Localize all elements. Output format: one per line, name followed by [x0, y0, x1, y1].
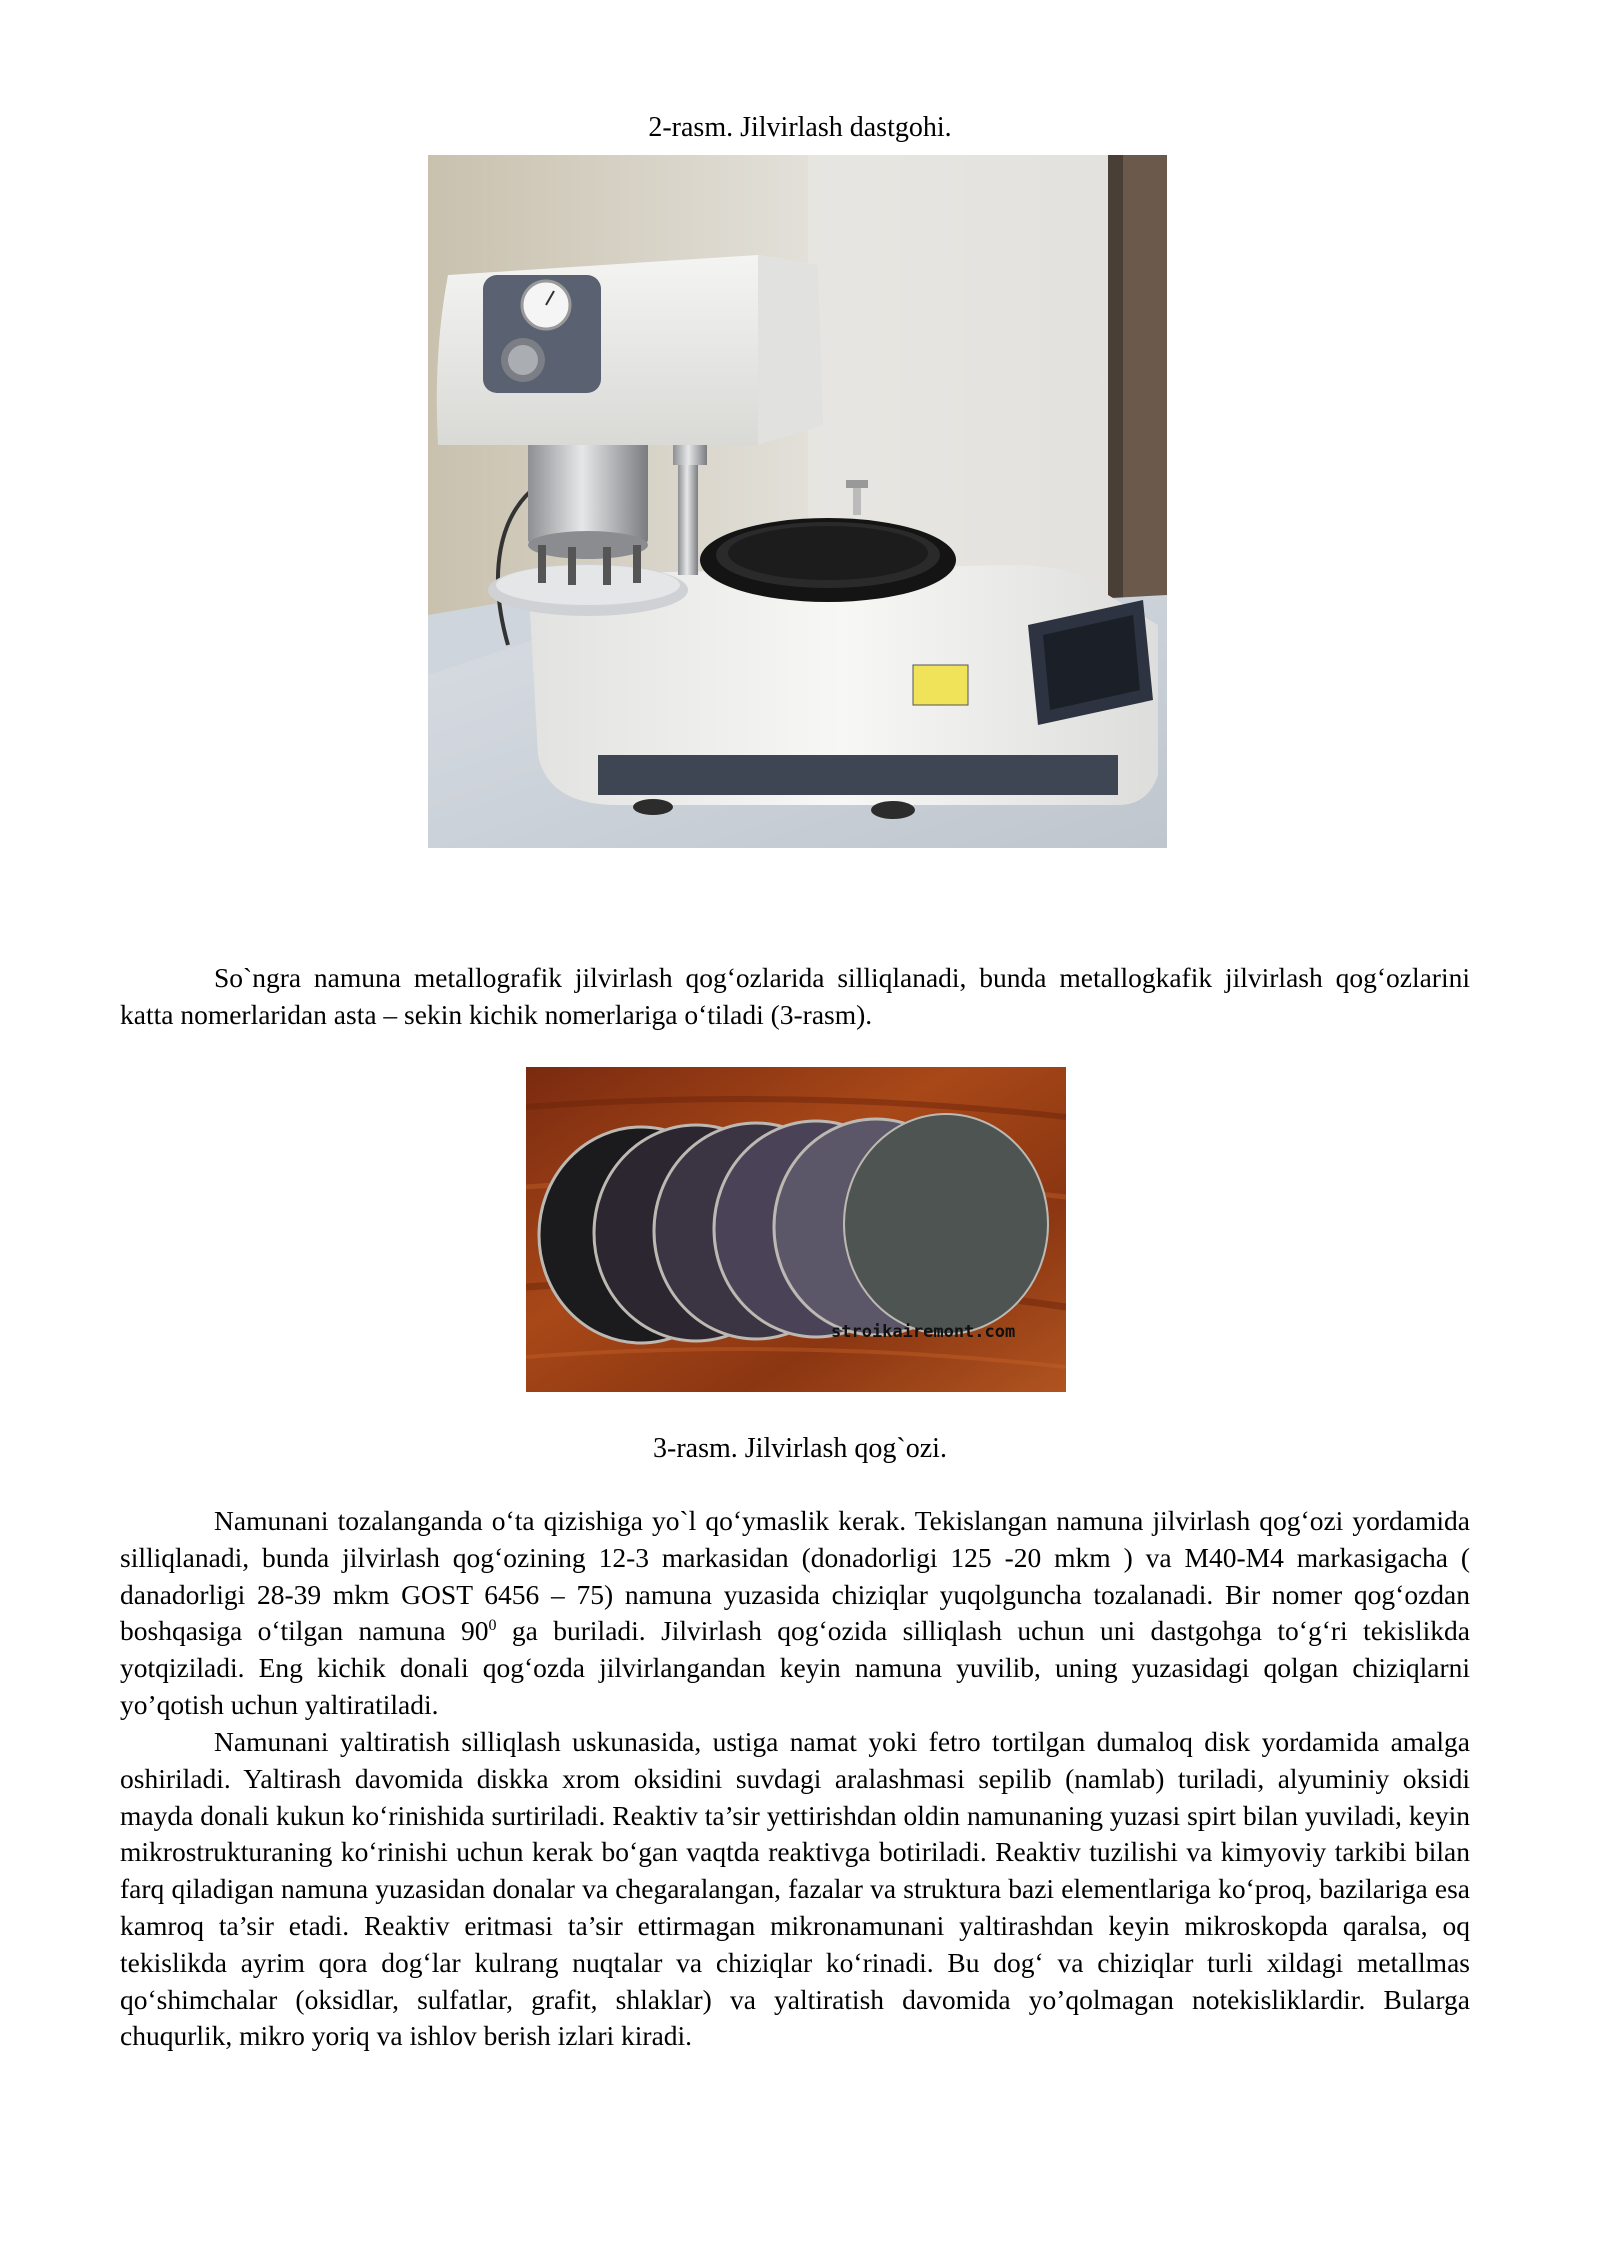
paragraph-2-text-a: Namunani tozalanganda o‘ta qizishiga yo`l qo‘ymaslik kerak. Tekislangan namuna jilvirlash qog‘ozi yordamida silliqlanadi, bunda jilvirlash qog‘ozining 12-3 markasidan (donadorligi 125 -20 mkm ) va M40-M4 markasigacha ( danadorligi 28-39 mkm GOST 6456 – 75) namuna yuzasida chiziqlar yuqolguncha tozalanadi. Bir nomer qog‘ozdan boshqasiga o‘tilgan namuna 90: [120, 1505, 1470, 1647]
degree-superscript: 0: [488, 1617, 497, 1635]
sanding-paper-photo: [526, 1067, 1066, 1392]
watermark-text: stroikairemont.com: [831, 1322, 1016, 1342]
polishing-machine-illustration: [428, 155, 1167, 848]
figure-2-caption: 2-rasm. Jilvirlash dastgohi.: [648, 112, 952, 143]
polishing-machine-photo: [428, 155, 1167, 848]
figure-3-caption: 3-rasm. Jilvirlash qog`ozi.: [653, 1433, 947, 1464]
paragraph-1: So`ngra namuna metallografik jilvirlash qog‘ozlarida silliqlanadi, bunda metallogkafik jilvirlash qog‘ozlarini katta nomerlaridan asta – sekin kichik nomerlariga o‘tiladi (3-rasm).: [120, 962, 1470, 1030]
paragraph-3: Namunani yaltiratish silliqlash uskunasida, ustiga namat yoki fetro tortilgan dumaloq disk yordamida amalga oshiriladi. Yaltirash davomida diskka xrom oksidini suvdagi aralashmasi sepilib (namlab) turiladi, alyuminiy oksidi mayda donali kukun ko‘rinishida surtiriladi. Reaktiv ta’sir yettirishdan oldin namunaning yuzasi spirt bilan yuviladi, keyin mikrostrukturaning ko‘rinishi uchun kerak bo‘gan vaqtda reaktivga botiriladi. Reaktiv tuzilishi va kimyoviy tarkibi bilan farq qiladigan namuna yuzasidan donalar va chegaralangan, fazalar va struktura bazi elementlariga ko‘proq, bazilariga esa kamroq ta’sir etadi. Reaktiv eritmasi ta’sir ettirmagan mikronamunani yaltirashdan keyin mikroskopda qaralsa, oq tekislikda ayrim qora dog‘lar kulrang nuqtalar va chiziqlar ko‘rinadi. Bu dog‘ va chiziqlar turli xildagi metallmas qo‘shimchalar (oksidlar, sulfatlar, grafit, shlaklar) va yaltiratish davomida yo’qolmagan notekisliklardir. Bularga chuqurlik, mikro yoriq va ishlov berish izlari kiradi.: [120, 1726, 1470, 2052]
sanding-discs-illustration: [526, 1067, 1066, 1392]
paragraph-2-text-b: ga buriladi. Jilvirlash qog‘ozida silliqlash uchun uni dastgohga to‘g‘ri tekislikda yotqiziladi. Eng kichik donali qog‘ozda jilvirlangandan keyin namuna yuvilib, uning yuzasidagi qolgan chiziqlarni yo’qotish uchun yaltiratiladi.: [120, 1615, 1470, 1720]
paragraph-2: [120, 1503, 1470, 1724]
